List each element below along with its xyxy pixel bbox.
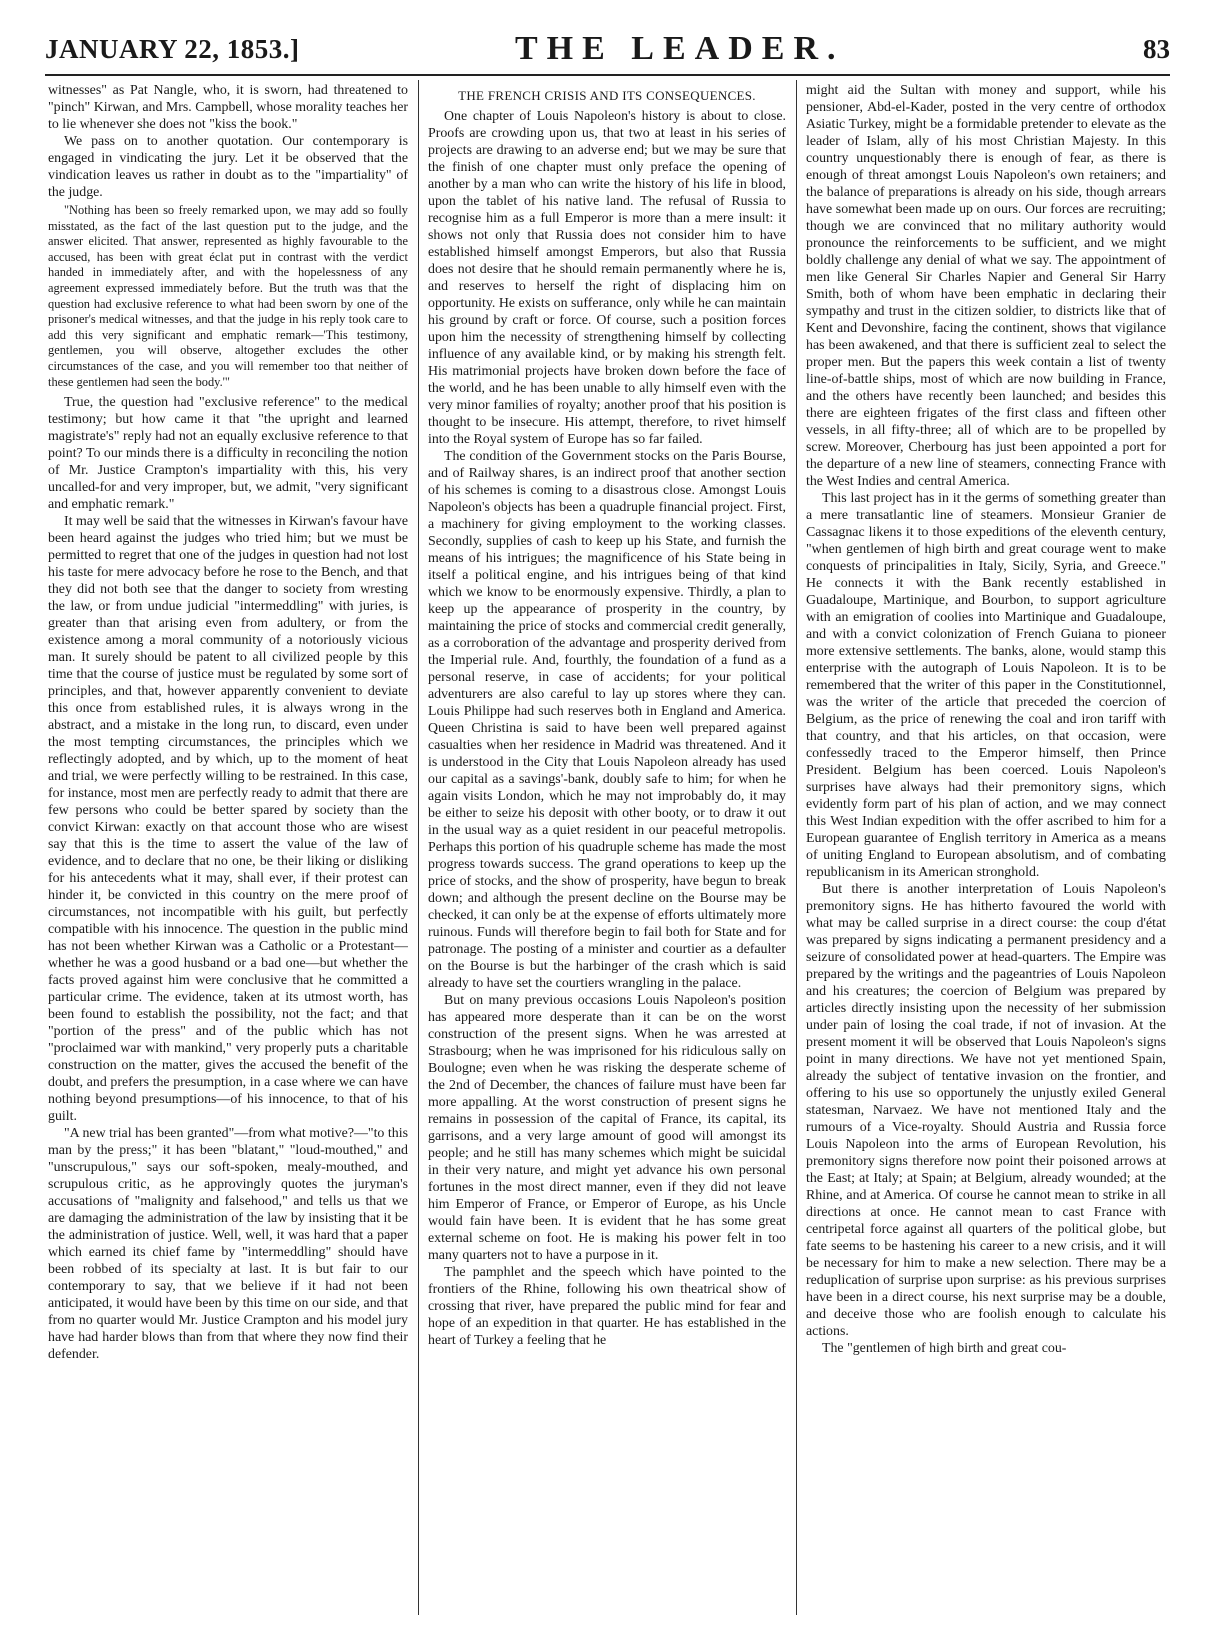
issue-date: JANUARY 22, 1853.] (45, 34, 300, 64)
col2-paragraph: The pamphlet and the speech which have pointed to the frontiers of the Rhine, following his own theatrical show of crossing that river, have prepared the public mind for fear and hope of an expedition in that quarter. He has established in the heart of Turkey a feeling that he (428, 1265, 786, 1348)
col2-paragraph: One chapter of Louis Napoleon's history is about to close. Proofs are crowding upon us, that two at least in his series of projects are drawing to an adverse end; but we may be sure that the finish of one chapter must only preface the opening of another by a man who can write the history of his life in blood, upon the tablet of his native land. The refusal of Russia to recognise him as a full Emperor is more than a mere insult: it shows not only that Russia does not consider him to have established himself amongst Emperors, but also that Russia does not desire that he should remain permanently where he is, and reserves to herself the right of displacing him on opportunity. He exists on sufferance, only while he can maintain his ground by craft or force. Of course, such a position forces upon him the necessity of strengthening himself by collecting influence of any available kind, or by making his strength felt. His matrimonial projects have broken down before the face of the world, and he has been unable to ally himself even with the very minor families of royalty; another proof that his position is thought to be insecure. His attempt, therefore, to rivet himself into the Royal system of Europe has so far failed. (428, 109, 786, 447)
col1-paragraph: True, the question had "exclusive reference" to the medical testimony; but how came it that "the upright and learned magistrate's" reply had not an equally exclusive reference to that point? To our minds there is a difficulty in reconciling the notion of Mr. Justice Crampton's impartiality with this, his very uncalled-for and very improper, but, we admit, "very significant and emphatic remark." (48, 395, 408, 513)
col3-paragraph: might aid the Sultan with money and support, while his pensioner, Abd-el-Kader, posted in the very centre of orthodox Asiatic Turkey, might be a formidable pretender to elevate as the leader of Islam, ally of his most Christian Majesty. In this country unquestionably there is enough of fear, as there is enough of threat amongst Louis Napoleon's own retainers; and the balance of preparations is already on his side, though arrears have somewhat been made up on ours. Our forces are recruiting; though we are convinced that no military authority would pronounce the reinforcements to be sufficient, and we might boldly challenge any denial of what we say. The appointment of men like General Sir Charles Napier and General Sir Harry Smith, both of whom have been emphatic in declaring their sympathy and trust in the citizen soldier, to districts like that of Kent and Devonshire, facing the continent, shows that vigilance has been awakened, and that there is sufficient zeal to select the proper men. But the papers this week contain a list of twenty line-of-battle ships, most of which are now building in France, and the others have recently been launched; and besides this there are eighteen frigates of the first class and fifteen other vessels, in all fifty-three; all of which are to be propelled by screw. Moreover, Cherbourg has just been appointed a port for the departure of a new line of steamers, connecting France with the West Indies and central America. (806, 83, 1166, 489)
col3-paragraph: This last project has in it the germs of something greater than a mere transatlantic line of steamers. Monsieur Granier de Cassagnac likens it to those expeditions of the eleventh century, "when gentlemen of high birth and great courage went to make conquests of principalities in Italy, Sicily, Syria, and Greece." He connects it with the Bank recently established in Guadaloupe, Martinique, and Bourbon, to support agriculture with an emigration of coolies into Martinique and Guadaloupe, and with a convict colonization of French Guiana to pioneer more extensive settlements. The banks, alone, would stamp this enterprise with the autograph of Louis Napoleon. It is to be remembered that the writer of this paper in the Constitutionnel, was the writer of the article that preceded the coercion of Belgium, as the price of renewing the coal and iron tariff with that country, and that his articles, on that occasion, were confessedly traced to the Emperor himself, then Prince President. Belgium has been coerced. Louis Napoleon's surprises have always had their premonitory signs, which evidently form part of his plan of action, and we may connect this West Indian expedition with the offer ascribed to him for a European guarantee of English territory in America as a means of uniting England to European absolutism, and of combating republicanism in its American stronghold. (806, 491, 1166, 880)
col2-paragraph: The condition of the Government stocks on the Paris Bourse, and of Railway shares, is an indirect proof that another section of his schemes is coming to a disastrous close. Amongst Louis Napoleon's objects has been a quadruple financial project. First, a machinery for giving employment to the working classes. Secondly, supplies of cash to keep up his State, and furnish the means of his intrigues; the magnificence of his State being in itself a political engine, and his intrigues being of that kind which we know to be enormously expensive. Thirdly, a plan to keep up the appearance of prosperity in the country, by maintaining the price of stocks and commercial credit generally, as a corroboration of the advantage and prosperity derived from the Imperial rule. And, fourthly, the foundation of a fund as a personal reserve, in case of accidents; for your political adventurers are also careful to lay up stores where they can. Louis Philippe had such reserves both in England and America. Queen Christina is said to have been well prepared against casualties when her residence in Madrid was threatened. And it is understood in the City that Louis Napoleon already has used our capital as a savings'-bank, doubly safe to him; for when he again visits London, which he may not improbably do, it may be either to seize his deposit with other booty, or to draw it out in the usual way as a quiet resident in our peaceful metropolis. Perhaps this portion of his quadruple scheme has made the most progress towards success. The grand operations to keep up the price of stocks, and the show of prosperity, have begun to break down; and although the present decline on the Bourse may be checked, it can only be at the expense of efforts ultimately more ruinous. Funds will therefore begin to fail both for State and for patronage. The posting of a minister and courtier as a defaulter on the Bourse is but the harbinger of the crash which is said already to have set the courtiers wrangling in the palace. (428, 449, 786, 991)
newspaper-title: THE LEADER. (515, 30, 845, 67)
article-heading: THE FRENCH CRISIS AND ITS CONSEQUENCES. (458, 88, 756, 103)
col1-paragraph: We pass on to another quotation. Our contemporary is engaged in vindicating the jury. Let it be observed that the vindication leaves us rather in doubt as to the "impartiality" of the judge. (48, 134, 408, 200)
col3-paragraph: But there is another interpretation of Louis Napoleon's premonitory signs. He has hitherto favoured the world with what may be called surprise in a direct course: the coup d'état was prepared by signs indicating a permanent presidency and a seizure of consolidated power at head-quarters. The Empire was prepared by the writings and the pageantries of Louis Napoleon and his creatures; the coercion of Belgium was prepared by articles directly insisting upon the necessity of her submission under pain of losing the coal trade, if not of invasion. At the present moment it will be observed that Louis Napoleon's signs point in many directions. We have not yet mentioned Spain, already the subject of tentative invasion on the frontier, and offering to his use so opportunely the unjustly exiled General statesman, Narvaez. We have not mentioned Italy and the rumours of a Vice-royalty. Should Austria and Russia force Louis Napoleon into the arms of European Revolution, his premonitory signs therefore now point their poisoned arrows at the East; at Italy; at Spain; at Belgium, already wounded; at the Rhine, and at America. Of course he cannot mean to strike in all directions at once. He cannot mean to cast France with centripetal force against all quarters of the political globe, but fate seems to be hastening his career to a new crisis, and it will be necessary for him to make a new selection. There may be a reduplication of surprise upon surprise: as his previous surprises have been in a direct course, his next surprise may be a double, and deceive those who are foolish enough to calculate his actions. (806, 882, 1166, 1339)
col1-paragraph: It may well be said that the witnesses in Kirwan's favour have been heard against the judges who tried him; but we must be permitted to regret that one of the judges in question had not lost his taste for mere advocacy before he rose to the Bench, and that they did not both see that the danger to society from wresting the law, or from undue judicial "intermeddling" with juries, is greater than that arising even from adultery, or from the existence among a moral community of a notoriously vicious man. It surely should be patent to all civilized people by this time that the course of justice must be regulated by some sort of principles, and that, however apparently convenient to deviate this once from established rules, it is always wrong in the abstract, and a mistake in the long run, to discard, even under the most tempting circumstances, the principles which we reflectingly adopted, and by which, up to the moment of heat and trial, we were perfectly willing to be restrained. In this case, for instance, most men are perfectly ready to admit that there are few persons who could be better spared by society than the convict Kirwan: exactly on that account those who are wisest say that this is the time to assert the value of the law of evidence, and to declare that no one, be their liking or disliking for his antecedents what it may, shall ever, if their protest can hinder it, be convicted in this country on the mere proof of circumstances, not incompatible with his guilt, but perfectly compatible with his innocence. The question in the public mind has not been whether Kirwan was a Catholic or a Protestant—whether he was a good husband or a bad one—but whether the facts proved against him were conclusive that he committed a particular crime. The evidence, taken at its utmost worth, has been found to establish the possibility, not the fact; and that "portion of the press" and of the public which has not "proclaimed war with mankind," very properly puts a charitable construction on the matter, gives the accused the benefit of the doubt, and prefers the presumption, in a case where we can have nothing beyond presumptions—of his innocence, to that of his guilt. (48, 514, 408, 1125)
column-divider-1 (418, 80, 419, 1615)
column-divider-2 (796, 80, 797, 1615)
masthead (45, 30, 1170, 72)
column-1 (48, 82, 408, 1612)
header-rule (45, 74, 1170, 76)
column-2 (428, 82, 786, 1612)
col1-paragraph: "A new trial has been granted"—from what motive?—"to this man by the press;" it has been "blatant," "loud-mouthed," and "unscrupulous," says our soft-spoken, mealy-mouthed, and scrupulous critic, as he approvingly quotes the juryman's accusations of "malignity and falsehood," and tells us that we are damaging the administration of the law by insisting that it be the administration of justice. Well, well, it was hard that a paper which earned its chief fame by "intermeddling" should have been robbed of its specialty at last. It is but fair to our contemporary to say, that we believe if it had not been anticipated, it would have been by this time on our side, and that from no quarter would Mr. Justice Crampton and his model jury have had harder blows than from that where they now find their defender. (48, 1126, 408, 1363)
col1-quotation: "Nothing has been so freely remarked upon, we may add so foully misstated, as the fact of the last question put to the judge, and the answer elicited. That answer, represented as highly favourable to the accused, has been with great éclat put in contrast with the verdict handed in immediately after, and with the hopelessness of any agreement expressed immediately before. But the truth was that the question had exclusive reference to what had been sworn by one of the prisoner's medical witnesses, and that the judge in his reply took care to add this very significant and emphatic remark—'This testimony, gentlemen, you will observe, altogether excludes the other circumstances of the case, and you will remember too that neither of these gentlemen had seen the body.'" (48, 203, 408, 389)
col3-paragraph: The "gentlemen of high birth and great cou- (822, 1341, 1067, 1356)
col2-paragraph: But on many previous occasions Louis Napoleon's position has appeared more desperate than it can be on the worst construction of the present signs. When he was arrested at Strasbourg; when he was imprisoned for his ridiculous sally on Boulogne; even when he was risking the desperate scheme of the 2nd of December, the chances of failure must have been far more appalling. At the worst construction of present signs he remains in possession of the capital of France, its capital, its garrisons, and a very large amount of good will amongst its people; and he still has many schemes which might be suicidal in their very nature, and might yet advance his own personal fortunes in the most direct manner, even if they did not leave him Emperor of France, or Emperor of Europe, as his Uncle would fain have been. It is evident that he has some great external scheme on foot. He is making his power felt in too many quarters not to have a purpose in it. (428, 993, 786, 1263)
page-number: 83 (1143, 34, 1170, 64)
col1-paragraph: witnesses" as Pat Nangle, who, it is sworn, had threatened to "pinch" Kirwan, and Mrs. Campbell, whose morality teaches her to lie whenever she does not "kiss the book." (48, 83, 408, 132)
column-3 (806, 82, 1166, 1612)
